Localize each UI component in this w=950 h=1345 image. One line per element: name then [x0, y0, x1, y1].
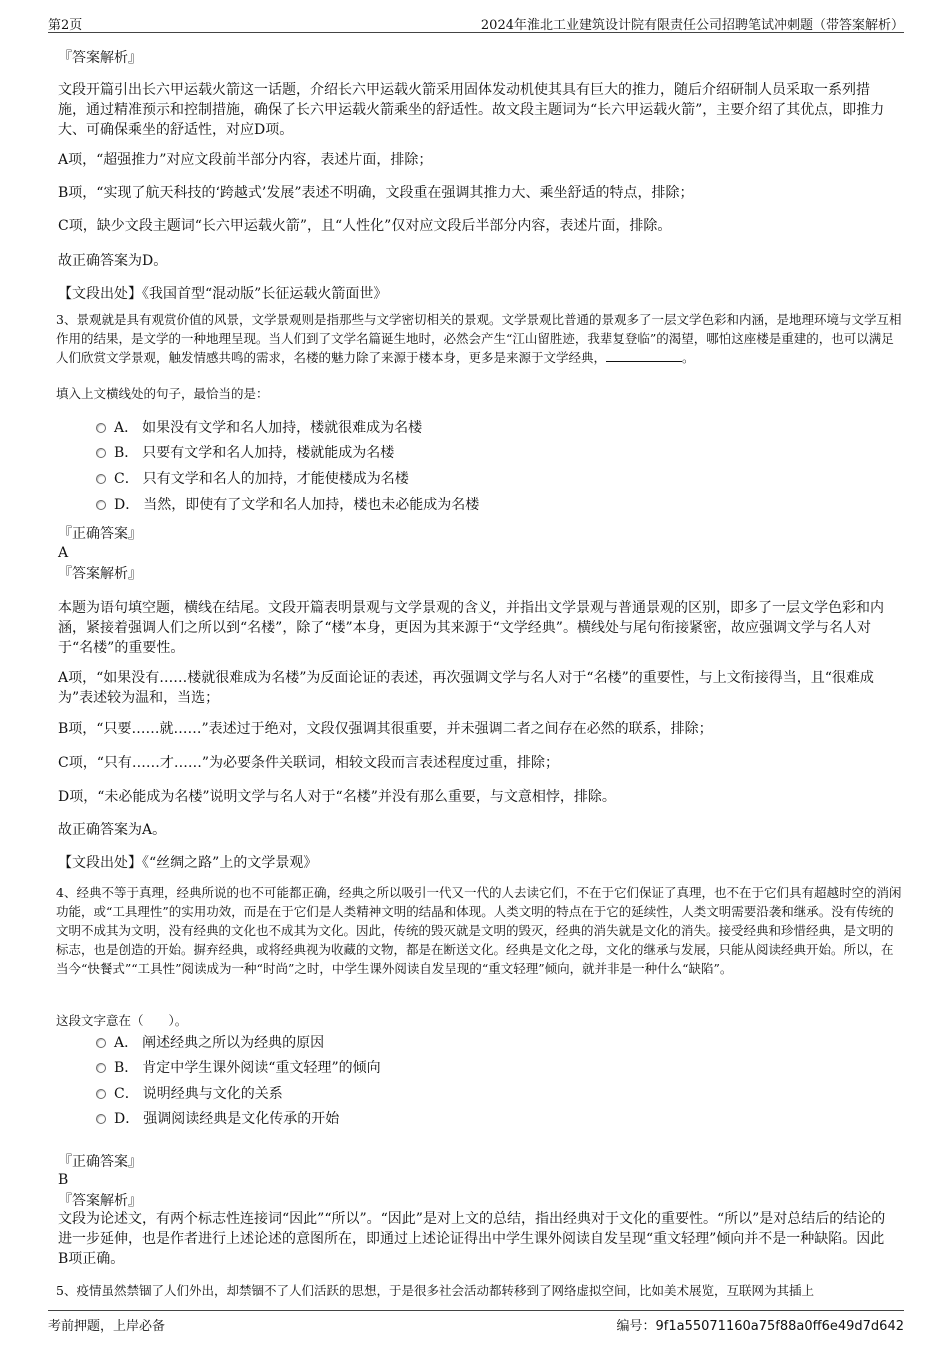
q4-option-c[interactable] [96, 1084, 283, 1104]
option-text: 只有文学和名人的加持，才能使楼成为名楼 [142, 471, 409, 487]
page-footer [48, 1310, 904, 1333]
option-text: 只要有文学和名人加持，楼就能成为名楼 [142, 445, 395, 461]
answer-blank [606, 349, 682, 362]
q4-option-b[interactable] [96, 1058, 381, 1078]
q3-stem-text: 3、景观就是具有观赏价值的风景，文学景观则是指那些与文学密切相关的景观。文学景观比普通的景观多了一层文学色彩和内涵，是地理环境与文学互相作用的结果，是文学的一种地理呈现。当人们到了文学名篇诞生地时，必然会产生“江山留胜迹，我辈复登临”的渴望，哪怕这座楼是重建的，也可以满足人们欣赏文学景观，触发情感共鸣的需求，名楼的魅力除了来源于楼本身，更多是来源于文学经典， [56, 312, 902, 365]
page-number: 第2页 [48, 18, 83, 33]
radio-button-icon[interactable] [96, 423, 106, 433]
q4-answer: B [58, 1172, 69, 1188]
option-letter: A． [114, 1035, 139, 1051]
q3-source: 【文段出处】《“丝绸之路”上的文学景观》 [58, 855, 318, 871]
radio-button-icon[interactable] [96, 1114, 106, 1124]
q4-analysis-title: 『答案解析』 [58, 1193, 142, 1209]
q2-explain-b: B项，“实现了航天科技的‘跨越式’发展”表述不明确，文段重在强调其推力大、乘坐舒适的特点，排除； [58, 185, 694, 201]
option-letter: D． [114, 1111, 140, 1127]
q3-prompt: 填入上文横线处的句子，最恰当的是： [56, 386, 269, 401]
q2-source: 【文段出处】《我国首型“混动版”长征运载火箭面世》 [58, 286, 388, 302]
q4-option-d[interactable] [96, 1109, 339, 1129]
footer-slogan: 考前押题，上岸必备 [48, 1319, 166, 1334]
document-title: 2024年淮北工业建筑设计院有限责任公司招聘笔试冲刺题（带答案解析） [480, 18, 904, 33]
q3-conclusion: 故正确答案为A。 [58, 822, 167, 838]
q5-stem: 5、疫情虽然禁锢了人们外出，却禁锢不了人们活跃的思想，于是很多社会活动都转移到了网络虚拟空间，比如美术展览，互联网为其插上 [56, 1283, 814, 1298]
q3-stem-end: 。 [682, 350, 695, 365]
radio-button-icon[interactable] [96, 1038, 106, 1048]
q2-conclusion: 故正确答案为D。 [58, 253, 168, 269]
q3-stem [56, 310, 902, 367]
q4-analysis: 文段为论述文，有两个标志性连接词“因此”“所以”。“因此”是对上文的总结，指出经典对于文化的重要性。“所以”是对总结后的结论的进一步延伸，也是作者进行上述论述的意图所在，即通过上述论证得出中学生课外阅读自发呈现“重文轻理”倾向并不是一种缺陷。因此B项正确。 [58, 1211, 886, 1267]
q2-explain-c: C项，缺少文段主题词“长六甲运载火箭”，且“人性化”仅对应文段后半部分内容，表述片面，排除。 [58, 218, 672, 234]
option-text: 如果没有文学和名人加持，楼就很难成为名楼 [142, 420, 423, 436]
option-letter: B． [114, 1060, 139, 1076]
q3-option-d[interactable] [96, 495, 479, 515]
q3-explain-b: B项，“只要……就……”表述过于绝对，文段仅强调其很重要，并未强调二者之间存在必然的联系，排除； [58, 721, 713, 737]
q3-option-a[interactable] [96, 418, 422, 438]
option-text: 强调阅读经典是文化传承的开始 [143, 1111, 340, 1127]
radio-button-icon[interactable] [96, 1089, 106, 1099]
q3-explain-c: C项，“只有……才……”为必要条件关联词，相较文段而言表述程度过重，排除； [58, 755, 560, 771]
option-text: 阐述经典之所以为经典的原因 [142, 1035, 325, 1051]
option-text: 当然，即使有了文学和名人加持，楼也未必能成为名楼 [143, 497, 480, 513]
document-code [617, 1315, 905, 1334]
option-letter: A． [114, 420, 139, 436]
q2-analysis: 文段开篇引出长六甲运载火箭这一话题，介绍长六甲运载火箭采用固体发动机使其具有巨大的推力，随后介绍研制人员采取一系列措施，通过精准预示和控制措施，确保了长六甲运载火箭乘坐的舒适性。故文段主题词为“长六甲运载火箭”，主要介绍了其优点，即推力大、可确保乘坐的舒适性，对应D项。 [58, 82, 885, 138]
q4-prompt: 这段文字意在（ ）。 [56, 1013, 188, 1028]
radio-button-icon[interactable] [96, 1063, 106, 1073]
q4-option-a[interactable] [96, 1033, 324, 1053]
code-value: 9f1a55071160a75f88a0ff6e49d7d642 [655, 1319, 904, 1334]
radio-button-icon[interactable] [96, 474, 106, 484]
q2-explain-a: A项，“超强推力”对应文段前半部分内容，表述片面，排除； [58, 152, 433, 168]
radio-button-icon[interactable] [96, 500, 106, 510]
option-letter: C． [114, 1086, 139, 1102]
q2-analysis-title: 『答案解析』 [58, 50, 142, 66]
q3-answer-title: 『正确答案』 [58, 526, 142, 542]
q3-analysis: 本题为语句填空题，横线在结尾。文段开篇表明景观与文学景观的含义，并指出文学景观与普通景观的区别，即多了一层文学色彩和内涵，紧接着强调人们之所以到“名楼”，除了“楼”本身，更因为其来源于“文学经典”。横线处与尾句衔接紧密，故应强调文学与名人对于“名楼”的重要性。 [58, 600, 884, 656]
q3-analysis-title: 『答案解析』 [58, 566, 142, 582]
q3-option-b[interactable] [96, 443, 394, 463]
q3-answer: A [58, 545, 69, 561]
radio-button-icon[interactable] [96, 448, 106, 458]
q3-explain-d: D项，“未必能成为名楼”说明文学与名人对于“名楼”并没有那么重要，与文意相悖，排除。 [58, 789, 616, 805]
option-text: 说明经典与文化的关系 [142, 1086, 283, 1102]
q3-explain-a: A项，“如果没有……楼就很难成为名楼”为反面论证的表述，再次强调文学与名人对于“名楼”的重要性，与上文衔接得当，且“很难成为”表述较为温和，当选； [58, 670, 874, 706]
q4-answer-title: 『正确答案』 [58, 1154, 142, 1170]
q3-option-c[interactable] [96, 469, 409, 489]
option-letter: D． [114, 497, 140, 513]
option-letter: C． [114, 471, 139, 487]
q4-stem: 4、经典不等于真理，经典所说的也不可能都正确，经典之所以吸引一代又一代的人去读它们，不在于它们保证了真理，也不在于它们具有超越时空的消闲功能，或“工具理性”的实用功效，而是在于它们是人类精神文明的结晶和体现。人类文明的特点在于它的延续性，人类文明需要沿袭和继承。没有传统的文明不成其为文明，没有经典的文化也不成其为文化。因此，传统的毁灭就是文明的毁灭，经典的消失就是文化的消失。接受经典和珍惜经典，是文明的标志，也是创造的开始。摒弃经典，或将经典视为收藏的文物，都是在断送文化。经典是文化之母，文化的继承与发展，只能从阅读经典开始。所以，在当今“快餐式”“工具性”阅读成为一种“时尚”之时，中学生课外阅读自发呈现的“重文轻理”倾向，就并非是一种什么“缺陷”。 [56, 885, 902, 976]
option-letter: B． [114, 445, 139, 461]
option-text: 肯定中学生课外阅读“重文轻理”的倾向 [142, 1060, 381, 1076]
code-label: 编号： [616, 1319, 656, 1334]
